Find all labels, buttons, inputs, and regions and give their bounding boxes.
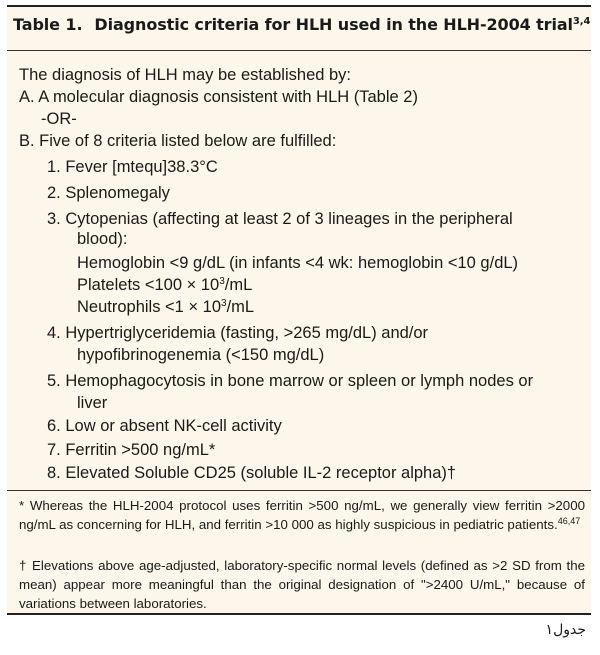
criterion-b [19,131,336,151]
image-caption: جدول۱ [545,622,586,638]
line-text: B. Five of 8 criteria listed below are fulfilled: [19,132,337,150]
line-text: The diagnosis of HLH may be established by: [19,66,352,84]
exponent: 3 [221,298,227,309]
criterion-a [19,87,418,107]
line-text: 7. Ferritin >500 ng/mL* [47,441,216,459]
unit-text: /mL [226,298,255,316]
line-text: A. A molecular diagnosis consistent with HLH (Table 2) [19,88,418,106]
footnote-ferritin [19,496,585,534]
table-title-refs: 3,4 [572,16,591,27]
exponent: 3 [219,276,225,287]
criteria-table [7,5,591,615]
footnote-cd25-text: † Elevations above age-adjusted, laboratory-specific normal levels (defined as >2 SD from the mean) appear more meaningful than the original designation of ">2400 U/mL," because of variations between laboratories. [19,558,585,611]
intro-line [19,65,351,85]
criterion-3-cytopenias [47,209,513,229]
line-text: 8. Elevated Soluble CD25 (soluble IL-2 receptor alpha)† [47,464,457,482]
line-text: hypofibrinogenemia (<150 mg/dL) [77,346,325,364]
criterion-3-cont [77,229,127,249]
line-text: Neutrophils <1 × 10 [77,298,222,316]
line-text: 2. Splenomegaly [47,184,170,202]
line-text: 5. Hemophagocytosis in bone marrow or spleen or lymph nodes or [47,372,534,390]
line-text: Hemoglobin <9 g/dL (in infants <4 wk: hemoglobin <10 g/dL) [77,254,519,272]
criterion-5-hemophagocytosis [47,371,533,391]
criterion-4-hypertriglyceridemia [47,323,428,343]
table-title [13,15,591,34]
cytopenia-hemoglobin [77,253,518,273]
line-text: liver [77,394,108,412]
footnote-ferritin-refs: 46,47 [557,516,581,526]
criterion-1-fever [47,157,218,177]
criterion-8-cd25 [47,463,456,483]
line-text: Platelets <100 × 10 [77,276,220,294]
footnote-ferritin-text: * Whereas the HLH-2004 protocol uses ferritin >500 ng/mL, we generally view ferritin >2000 ng/mL as concerning for HLH, and ferritin >10 000 as highly suspicious in pediatric patients. [19,498,585,532]
line-text: blood): [77,230,128,248]
criterion-6-nk-cell [47,416,282,436]
unit-text: /mL [224,276,253,294]
criterion-4-cont [77,345,324,365]
line-text: 3. Cytopenias (affecting at least 2 of 3 lineages in the peripheral [47,210,513,228]
table-title-text: Diagnostic criteria for HLH used in the HLH-2004 trial [94,15,573,34]
cytopenia-neutrophils [77,297,254,317]
footnote-cd25 [19,556,585,613]
table-number: Table 1. [13,15,83,34]
criterion-5-cont [77,393,107,413]
line-text: 1. Fever [mtequ]38.3°C [47,158,218,176]
title-divider [7,50,591,51]
footnote-divider [7,490,591,491]
line-text: 4. Hypertriglyceridemia (fasting, >265 mg/dL) and/or [47,324,429,342]
cytopenia-platelets [77,275,252,295]
line-text: 6. Low or absent NK-cell activity [47,417,282,435]
criterion-2-splenomegaly [47,183,170,203]
line-text: -OR- [41,110,77,128]
criterion-7-ferritin [47,440,215,460]
or-separator [41,109,77,129]
